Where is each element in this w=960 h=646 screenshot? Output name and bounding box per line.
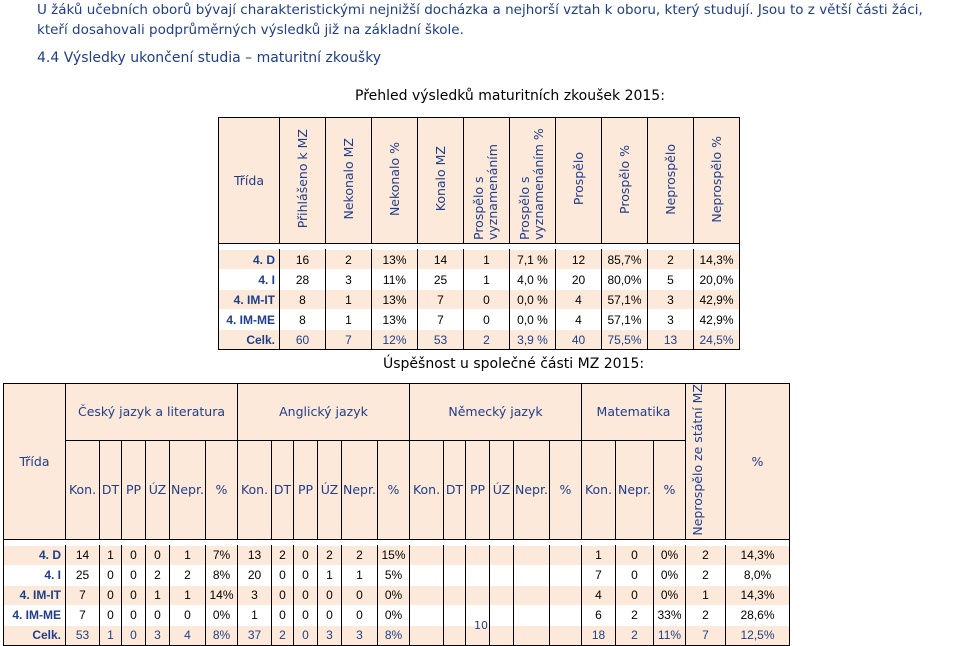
- cell-nj: [490, 625, 514, 645]
- cell-m: 7: [582, 565, 616, 585]
- table-cell: 0,0 %: [510, 290, 556, 310]
- table-cell: 53: [418, 330, 464, 350]
- cell-cj: 7: [66, 585, 100, 605]
- cell-aj: 0: [318, 585, 342, 605]
- table-cell: 28: [280, 270, 326, 290]
- cell-nj: [410, 545, 444, 565]
- table-cell: 2: [326, 250, 372, 270]
- cell-aj: 0: [294, 625, 318, 645]
- cell-nj: [410, 565, 444, 585]
- cell-cj: 7: [66, 605, 100, 625]
- cell-aj: 0: [294, 605, 318, 625]
- table-cell: 7,1 %: [510, 250, 556, 270]
- cell-cj: 0: [122, 545, 146, 565]
- table-cell: 3: [326, 270, 372, 290]
- cell-aj: 37: [238, 625, 272, 645]
- subheader-aj: PP: [294, 440, 318, 539]
- table1-col-header: Přihlášeno k MZ: [280, 118, 326, 244]
- cell-cj: 0: [146, 545, 170, 565]
- cell-m: 0%: [654, 545, 686, 565]
- cell-aj: 1: [318, 565, 342, 585]
- row-label: 4. I: [4, 565, 66, 585]
- cell-cj: 0: [122, 565, 146, 585]
- cell-aj: 1: [238, 605, 272, 625]
- table-cell: 5: [648, 270, 694, 290]
- table-cell: 25: [418, 270, 464, 290]
- group-english: Anglický jazyk: [238, 384, 410, 441]
- subheader-aj: ÚZ: [318, 440, 342, 539]
- table-cell: 57,1%: [602, 310, 648, 330]
- table1-col-header: Neprospělo: [648, 118, 694, 244]
- table-row: [219, 270, 740, 290]
- cell-extra: 14,3%: [726, 585, 790, 605]
- failed-state-mz-header: Neprospělo ze státní MZ: [686, 384, 726, 540]
- cell-nj: [514, 625, 550, 645]
- table-row: [219, 330, 740, 350]
- subheader-nj: %: [550, 440, 582, 539]
- cell-aj: 0: [342, 605, 378, 625]
- intro-paragraph: U žáků učebních oborů bývají charakteristickými nejnižší docházka a nejhorší vztah k oboru, který studují. Jsou to z větší části žáci, kteří dosahovali podprůměrných výsledků již na základní škole.: [37, 2, 923, 38]
- table-cell: 40: [556, 330, 602, 350]
- cell-aj: 1: [342, 565, 378, 585]
- cell-nj: [444, 605, 466, 625]
- cell-nj: [550, 625, 582, 645]
- cell-extra: 14,3%: [726, 545, 790, 565]
- cell-cj: 3: [146, 625, 170, 645]
- cell-nj: [550, 585, 582, 605]
- table1-col-header: Prospělo %: [602, 118, 648, 244]
- table-cell: 11%: [372, 270, 418, 290]
- group-czech: Český jazyk a literatura: [66, 384, 238, 441]
- table-row: [4, 545, 790, 565]
- cell-nj: [410, 585, 444, 605]
- cell-nj: [444, 625, 466, 645]
- table-cell: 80,0%: [602, 270, 648, 290]
- cell-cj: 14: [66, 545, 100, 565]
- cell-cj: 53: [66, 625, 100, 645]
- table-cell: 1: [326, 310, 372, 330]
- table-cell: 4,0 %: [510, 270, 556, 290]
- cell-cj: 2: [146, 565, 170, 585]
- cell-nj: [444, 585, 466, 605]
- table-row: [4, 585, 790, 605]
- subheader-cj: DT: [100, 440, 122, 539]
- row-label: 4. I: [219, 270, 280, 290]
- table-cell: 3: [648, 290, 694, 310]
- cell-cj: 0: [100, 565, 122, 585]
- table-cell: 8: [280, 290, 326, 310]
- table-cell: 85,7%: [602, 250, 648, 270]
- cell-nj: [550, 545, 582, 565]
- table2-sub-row: [4, 440, 790, 539]
- cell-nj: [490, 545, 514, 565]
- cell-m: 0: [616, 565, 654, 585]
- table1-col-header: Neprospělo %: [694, 118, 740, 244]
- table-cell: 0: [464, 290, 510, 310]
- row-label: 4. D: [219, 250, 280, 270]
- cell-extra: 7: [686, 625, 726, 645]
- cell-cj: 0: [122, 605, 146, 625]
- cell-m: 33%: [654, 605, 686, 625]
- table-cell: 42,9%: [694, 290, 740, 310]
- section-heading: 4.4 Výsledky ukončení studia – maturitní zkoušky: [37, 50, 382, 66]
- cell-aj: 2: [272, 625, 294, 645]
- cell-nj: [410, 605, 444, 625]
- cell-extra: 12,5%: [726, 625, 790, 645]
- cell-aj: 3: [318, 625, 342, 645]
- cell-cj: 4: [170, 625, 206, 645]
- cell-aj: 0: [294, 585, 318, 605]
- cell-aj: 15%: [378, 545, 410, 565]
- cell-cj: 0: [100, 585, 122, 605]
- table1-header-row: [219, 118, 740, 244]
- subheader-cj: ÚZ: [146, 440, 170, 539]
- subheader-aj: %: [378, 440, 410, 539]
- table-row: [4, 605, 790, 625]
- table-cell: 2: [648, 250, 694, 270]
- cell-m: 2: [616, 625, 654, 645]
- table2-title: Úspěšnost u společné části MZ 2015:: [383, 356, 645, 372]
- table-cell: 13%: [372, 310, 418, 330]
- cell-aj: 0: [318, 605, 342, 625]
- cell-cj: 1: [170, 585, 206, 605]
- table-row: [219, 250, 740, 270]
- subheader-nj: DT: [444, 440, 466, 539]
- table-cell: 0: [464, 310, 510, 330]
- table-cell: 1: [464, 250, 510, 270]
- cell-nj: [490, 605, 514, 625]
- table-row: [219, 310, 740, 330]
- table-row: [219, 290, 740, 310]
- subheader-nj: Kon.: [410, 440, 444, 539]
- table-cell: 4: [556, 290, 602, 310]
- subheader-nj: ÚZ: [490, 440, 514, 539]
- cell-aj: 2: [318, 545, 342, 565]
- cell-aj: 13: [238, 545, 272, 565]
- table1-col-header: Nekonalo MZ: [326, 118, 372, 244]
- subheader-cj: %: [206, 440, 238, 539]
- cell-aj: 0%: [378, 585, 410, 605]
- cell-aj: 0: [272, 585, 294, 605]
- cell-nj: [466, 565, 490, 585]
- table-cell: 4: [556, 310, 602, 330]
- subheader-aj: Nepr.: [342, 440, 378, 539]
- table-cell: 13%: [372, 250, 418, 270]
- cell-m: 4: [582, 585, 616, 605]
- table-cell: 13%: [372, 290, 418, 310]
- group-math: Matematika: [582, 384, 686, 441]
- cell-aj: 0: [272, 565, 294, 585]
- cell-nj: [514, 605, 550, 625]
- row-label: Celk.: [219, 330, 280, 350]
- table-cell: 12: [556, 250, 602, 270]
- cell-cj: 0%: [206, 605, 238, 625]
- cell-m: 0: [616, 545, 654, 565]
- table-cell: 7: [326, 330, 372, 350]
- cell-aj: 0: [294, 545, 318, 565]
- row-label: 4. IM-IT: [4, 585, 66, 605]
- cell-cj: 1: [146, 585, 170, 605]
- subheader-aj: Kon.: [238, 440, 272, 539]
- table-cell: 12%: [372, 330, 418, 350]
- subheader-m: %: [654, 440, 686, 539]
- table-cell: 8: [280, 310, 326, 330]
- table-cell: 24,5%: [694, 330, 740, 350]
- table-cell: 1: [326, 290, 372, 310]
- cell-m: 0%: [654, 585, 686, 605]
- common-part-table: [3, 383, 790, 646]
- row-label: 4. IM-ME: [219, 310, 280, 330]
- cell-cj: 2: [170, 565, 206, 585]
- table-cell: 3,9 %: [510, 330, 556, 350]
- table-cell: 42,9%: [694, 310, 740, 330]
- table1-col-header: Nekonalo %: [372, 118, 418, 244]
- cell-extra: 2: [686, 565, 726, 585]
- table-cell: 60: [280, 330, 326, 350]
- cell-nj: [514, 545, 550, 565]
- table-cell: 75,5%: [602, 330, 648, 350]
- cell-aj: 8%: [378, 625, 410, 645]
- cell-m: 6: [582, 605, 616, 625]
- table-cell: 7: [418, 310, 464, 330]
- table-cell: 57,1%: [602, 290, 648, 310]
- cell-aj: 3: [342, 625, 378, 645]
- cell-cj: 0: [122, 625, 146, 645]
- cell-m: 1: [582, 545, 616, 565]
- cell-cj: 0: [146, 605, 170, 625]
- cell-aj: 2: [342, 545, 378, 565]
- cell-m: 0%: [654, 565, 686, 585]
- cell-cj: 0: [170, 605, 206, 625]
- table2-row-header: Třída: [4, 384, 66, 540]
- table-cell: 13: [648, 330, 694, 350]
- table-cell: 14: [418, 250, 464, 270]
- table-cell: 16: [280, 250, 326, 270]
- cell-cj: 25: [66, 565, 100, 585]
- subheader-aj: DT: [272, 440, 294, 539]
- table-cell: 3: [648, 310, 694, 330]
- cell-cj: 1: [100, 625, 122, 645]
- table1-col-header: Prospělo s vyznamenáním %: [510, 118, 556, 244]
- subheader-nj: Nepr.: [514, 440, 550, 539]
- cell-m: 2: [616, 605, 654, 625]
- cell-aj: 0%: [378, 605, 410, 625]
- table1-title: Přehled výsledků maturitních zkoušek 2015:: [355, 88, 665, 104]
- cell-cj: 14%: [206, 585, 238, 605]
- row-label: 4. D: [4, 545, 66, 565]
- table-cell: 20: [556, 270, 602, 290]
- table-cell: 7: [418, 290, 464, 310]
- cell-cj: 8%: [206, 625, 238, 645]
- table-cell: 14,3%: [694, 250, 740, 270]
- cell-extra: 2: [686, 545, 726, 565]
- subheader-m: Kon.: [582, 440, 616, 539]
- mz-results-table: [218, 117, 740, 350]
- table2-group-row: [4, 384, 790, 441]
- subheader-cj: PP: [122, 440, 146, 539]
- failed-percent-header: %: [726, 384, 790, 540]
- table-row: [4, 625, 790, 645]
- subheader-cj: Kon.: [66, 440, 100, 539]
- cell-nj: [444, 545, 466, 565]
- cell-aj: 20: [238, 565, 272, 585]
- subheader-nj: PP: [466, 440, 490, 539]
- table1-col-header: Konalo MZ: [418, 118, 464, 244]
- cell-nj: [490, 565, 514, 585]
- cell-aj: 0: [342, 585, 378, 605]
- table1-row-header: Třída: [219, 118, 280, 244]
- cell-nj: [466, 585, 490, 605]
- row-label: 4. IM-IT: [219, 290, 280, 310]
- row-label: 4. IM-ME: [4, 605, 66, 625]
- cell-aj: 5%: [378, 565, 410, 585]
- cell-aj: 2: [272, 545, 294, 565]
- table-cell: 20,0%: [694, 270, 740, 290]
- cell-nj: [466, 545, 490, 565]
- subheader-m: Nepr.: [616, 440, 654, 539]
- table-cell: 1: [464, 270, 510, 290]
- cell-extra: 8,0%: [726, 565, 790, 585]
- cell-cj: 1: [100, 545, 122, 565]
- subheader-cj: Nepr.: [170, 440, 206, 539]
- cell-extra: 1: [686, 585, 726, 605]
- table1-col-header: Prospělo s vyznamenáním: [464, 118, 510, 244]
- cell-cj: 8%: [206, 565, 238, 585]
- cell-nj: [444, 565, 466, 585]
- cell-aj: 0: [294, 565, 318, 585]
- cell-nj: [550, 565, 582, 585]
- page-number: 10: [474, 619, 488, 632]
- table1-col-header: Prospělo: [556, 118, 602, 244]
- cell-m: 18: [582, 625, 616, 645]
- table-row: [4, 565, 790, 585]
- cell-cj: 0: [122, 585, 146, 605]
- cell-nj: [550, 605, 582, 625]
- cell-extra: 28,6%: [726, 605, 790, 625]
- cell-nj: [514, 585, 550, 605]
- group-german: Německý jazyk: [410, 384, 582, 441]
- cell-nj: [410, 625, 444, 645]
- row-label: Celk.: [4, 625, 66, 645]
- cell-nj: [490, 585, 514, 605]
- cell-m: 0: [616, 585, 654, 605]
- cell-aj: 3: [238, 585, 272, 605]
- table-cell: 0,0 %: [510, 310, 556, 330]
- cell-aj: 0: [272, 605, 294, 625]
- cell-cj: 1: [170, 545, 206, 565]
- cell-cj: 0: [100, 605, 122, 625]
- cell-nj: [514, 565, 550, 585]
- cell-cj: 7%: [206, 545, 238, 565]
- cell-extra: 2: [686, 605, 726, 625]
- table-cell: 2: [464, 330, 510, 350]
- cell-m: 11%: [654, 625, 686, 645]
